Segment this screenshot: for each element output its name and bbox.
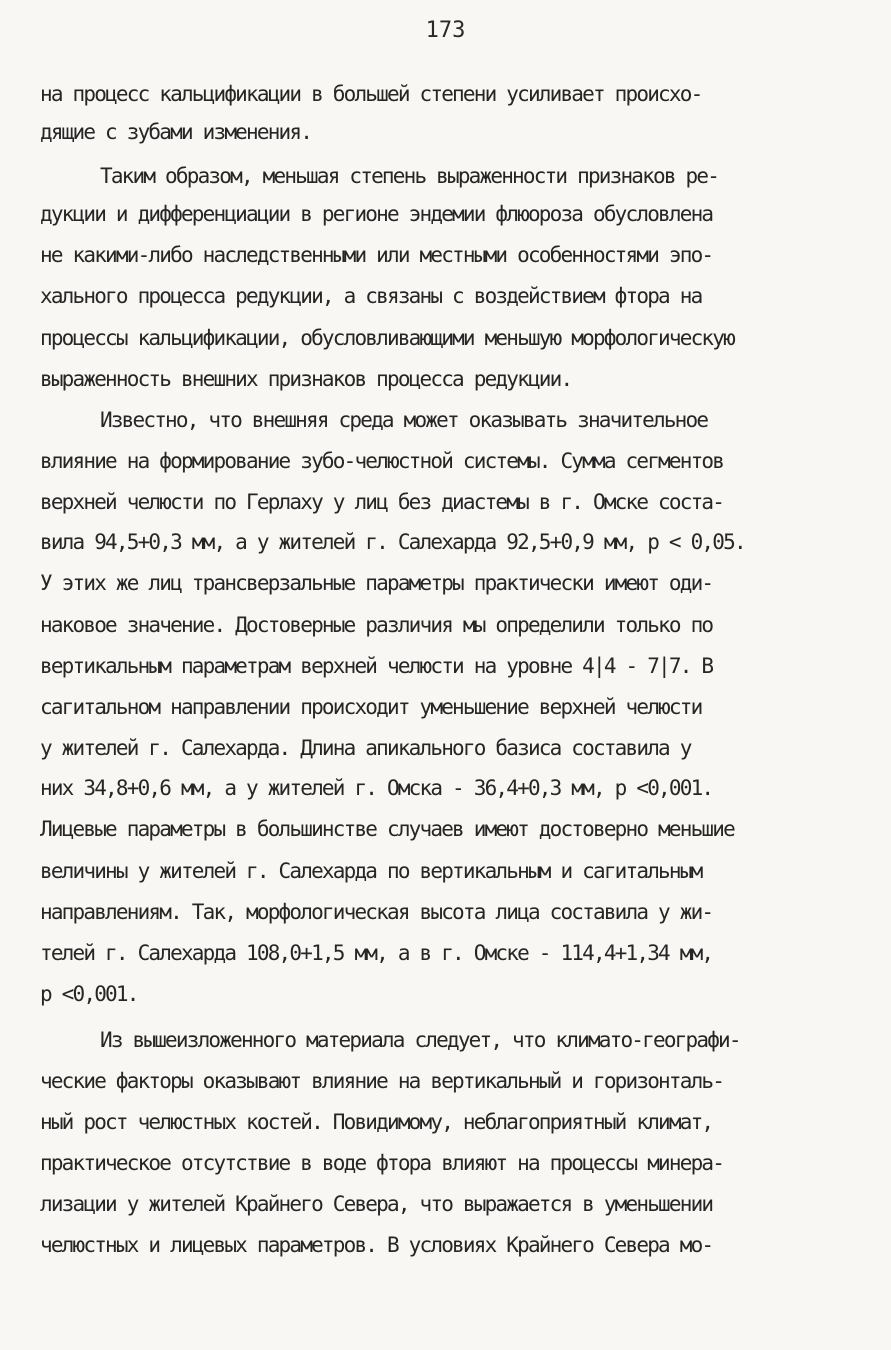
text-line: ческие факторы оказывают влияние на вертикальный и горизонталь-: [40, 1069, 724, 1093]
text-line: практическое отсутствие в воде фтора влияют на процессы минера-: [40, 1151, 724, 1175]
text-line: Таким образом, меньшая степень выраженности признаков ре-: [100, 164, 719, 188]
text-line: сагитальном направлении происходит уменьшение верхней челюсти: [40, 695, 702, 719]
text-line: не какими-либо наследственными или местными особенностями эпо-: [40, 243, 713, 267]
text-line: выраженность внешних признаков процесса редукции.: [40, 367, 572, 391]
text-line: вила 94,5+0,3 мм, а у жителей г. Салехарда 92,5+0,9 мм, р < 0,05.: [40, 530, 745, 554]
text-line: лизации у жителей Крайнего Севера, что выражается в уменьшении: [40, 1192, 713, 1216]
text-line: Известно, что внешняя среда может оказывать значительное: [100, 408, 708, 432]
text-line: вертикальным параметрам верхней челюсти на уровне 4|4 - 7|7. В: [40, 654, 713, 678]
text-line: Из вышеизложенного материала следует, что климато-географи-: [100, 1028, 740, 1052]
text-line: телей г. Салехарда 108,0+1,5 мм, а в г. Омске - 114,4+1,34 мм,: [40, 941, 713, 965]
text-line: хального процесса редукции, а связаны с воздействием фтора на: [40, 284, 702, 308]
text-line: дукции и дифференциации в регионе эндемии флюороза обусловлена: [40, 202, 713, 226]
text-line: верхней челюсти по Герлаху у лиц без диастемы в г. Омске соста-: [40, 490, 724, 514]
text-line: Лицевые параметры в большинстве случаев имеют достоверно меньшие: [40, 817, 734, 841]
text-line: У этих же лиц трансверзальные параметры практически имеют оди-: [40, 571, 713, 595]
text-line: на процесс кальцификации в большей степени усиливает происхо-: [40, 82, 702, 106]
text-line: ный рост челюстных костей. Повидимому, неблагоприятный климат,: [40, 1110, 713, 1134]
text-line: р <0,001.: [40, 982, 138, 1006]
text-line: у жителей г. Салехарда. Длина апикального базиса составила у: [40, 736, 691, 760]
text-line: них 34,8+0,6 мм, а у жителей г. Омска - 36,4+0,3 мм, р <0,001.: [40, 776, 713, 800]
text-line: процессы кальцификации, обусловливающими меньшую морфологическую: [40, 326, 734, 350]
text-line: челюстных и лицевых параметров. В условиях Крайнего Севера мо-: [40, 1233, 713, 1257]
text-line: влияние на формирование зубо-челюстной системы. Сумма сегментов: [40, 449, 724, 473]
text-line: направлениям. Так, морфологическая высота лица составила у жи-: [40, 900, 713, 924]
page-number: 173: [425, 18, 466, 43]
text-line: наковое значение. Достоверные различия мы определили только по: [40, 613, 713, 637]
text-line: величины у жителей г. Салехарда по вертикальным и сагитальным: [40, 859, 702, 883]
text-line: дящие с зубами изменения.: [40, 120, 312, 144]
